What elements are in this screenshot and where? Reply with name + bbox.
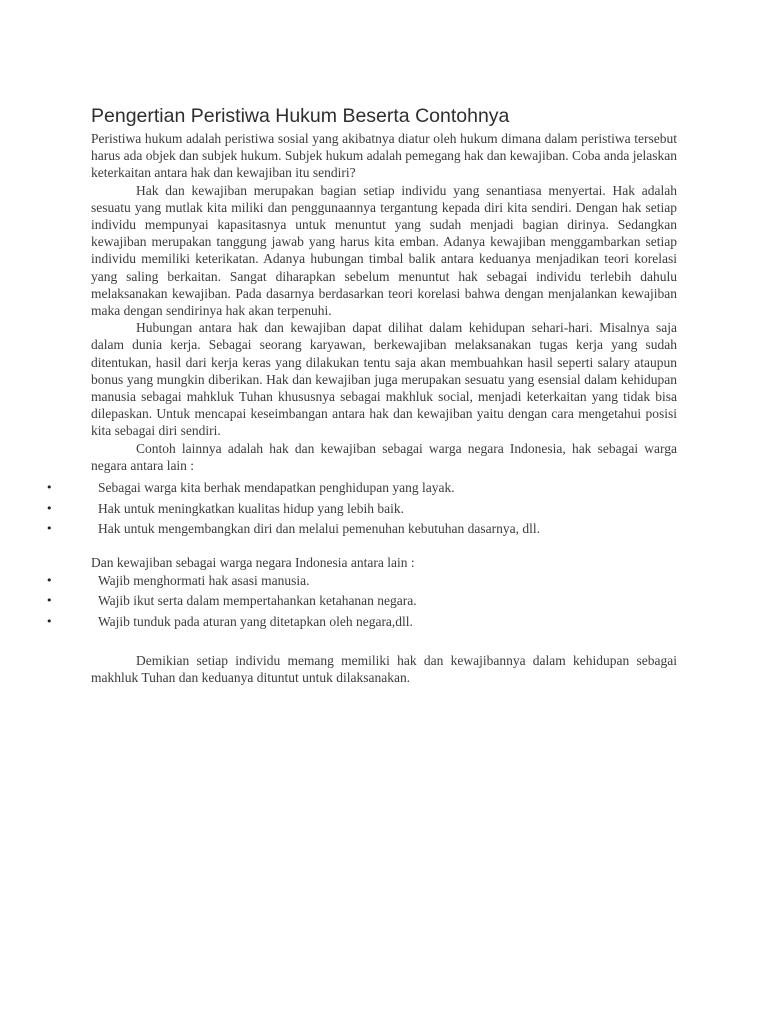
list-item — [46, 612, 677, 633]
list-item-text: Wajib menghormati hak asasi manusia. — [98, 572, 310, 588]
list-item — [46, 519, 677, 540]
list-item — [46, 499, 677, 520]
list-item-text: Wajib tunduk pada aturan yang ditetapkan oleh negara,dll. — [98, 613, 413, 629]
list-item-text: Hak untuk mengembangkan diri dan melalui pemenuhan kebutuhan dasarnya, dll. — [98, 521, 540, 537]
list-item — [46, 571, 677, 592]
bullet-icon: • — [46, 573, 53, 587]
bullet-icon: • — [46, 501, 53, 515]
paragraph-hubungan: Hubungan antara hak dan kewajiban dapat dilihat dalam kehidupan sehari-hari. Misalnya saja dalam dunia kerja. Sebagai seorang karyawan, berkewajiban melaksanakan tugas kerja yang sudah ditentukan, hasil dari kerja keras yang dilakukan tentu saja akan membuahkan hasil seperti salary ataupun bonus yang mungkin diberikan. Hak dan kewajiban juga merupakan sesuatu yang esensial dalam kehidupan manusia sebagai mahkluk Tuhan khususnya sebagai makhluk social, menjadi keterkaitan yang tidak bisa dilepaskan. Untuk mencapai keseimbangan antara hak dan kewajiban yaitu dengan cara mengetahui posisi kita sebagai diri sendiri. — [91, 320, 677, 439]
spacer — [91, 632, 677, 652]
list-item — [46, 478, 677, 499]
bullet-icon: • — [46, 614, 53, 628]
duties-lead: Dan kewajiban sebagai warga negara Indonesia antara lain : — [91, 554, 415, 570]
document-body — [46, 104, 677, 687]
duties-list — [46, 571, 677, 633]
conclusion-paragraph: Demikian setiap individu memang memiliki hak dan kewajibannya dalam kehidupan sebagai makhluk Tuhan dan keduanya dituntut untuk dilaksanakan. — [91, 653, 677, 686]
bullet-icon: • — [46, 522, 53, 536]
bullet-icon: • — [46, 481, 53, 495]
list-item-text: Wajib ikut serta dalam mempertahankan ketahanan negara. — [98, 593, 417, 609]
spacer — [91, 540, 677, 554]
list-item-text: Hak untuk meningkatkan kualitas hidup yang lebih baik. — [98, 500, 404, 516]
intro-paragraph: Peristiwa hukum adalah peristiwa sosial yang akibatnya diatur oleh hukum dimana dalam peristiwa tersebut harus ada objek dan subjek hukum. Subjek hukum adalah pemegang hak dan kewajiban. Coba anda jelaskan keterkaitan antara hak dan kewajiban itu sendiri? — [91, 131, 677, 181]
bullet-icon: • — [46, 594, 53, 608]
paragraph-hak-kewajiban: Hak dan kewajiban merupakan bagian setiap individu yang senantiasa menyertai. Hak adalah sesuatu yang mutlak kita miliki dan penggunaannya tergantung kepada diri kita sendiri. Dengan hak setiap individu mempunyai kapasitasnya untuk menuntut yang sudah menjadi bagian dirinya. Sedangkan kewajiban merupakan tanggung jawab yang harus kita emban. Adanya kewajiban menggambarkan setiap individu memiliki keterikatan. Adanya hubungan timbal balik antara keduanya menjadikan teori korelasi yang saling berkaitan. Sangat diharapkan sebelum menuntut hak sebagai individu terlebih dahulu melaksanakan kewajiban. Pada dasarnya berdasarkan teori korelasi bahwa dengan menjalankan kewajiban maka dengan sendirinya hak akan terpenuhi. — [91, 182, 677, 319]
list-item-text: Sebagai warga kita berhak mendapatkan penghidupan yang layak. — [98, 480, 455, 496]
rights-list — [46, 478, 677, 540]
paragraph-contoh: Contoh lainnya adalah hak dan kewajiban sebagai warga negara Indonesia, hak sebagai warga negara antara lain : — [91, 440, 677, 473]
list-item — [46, 591, 677, 612]
document-title: Pengertian Peristiwa Hukum Beserta Contohnya — [91, 105, 510, 127]
